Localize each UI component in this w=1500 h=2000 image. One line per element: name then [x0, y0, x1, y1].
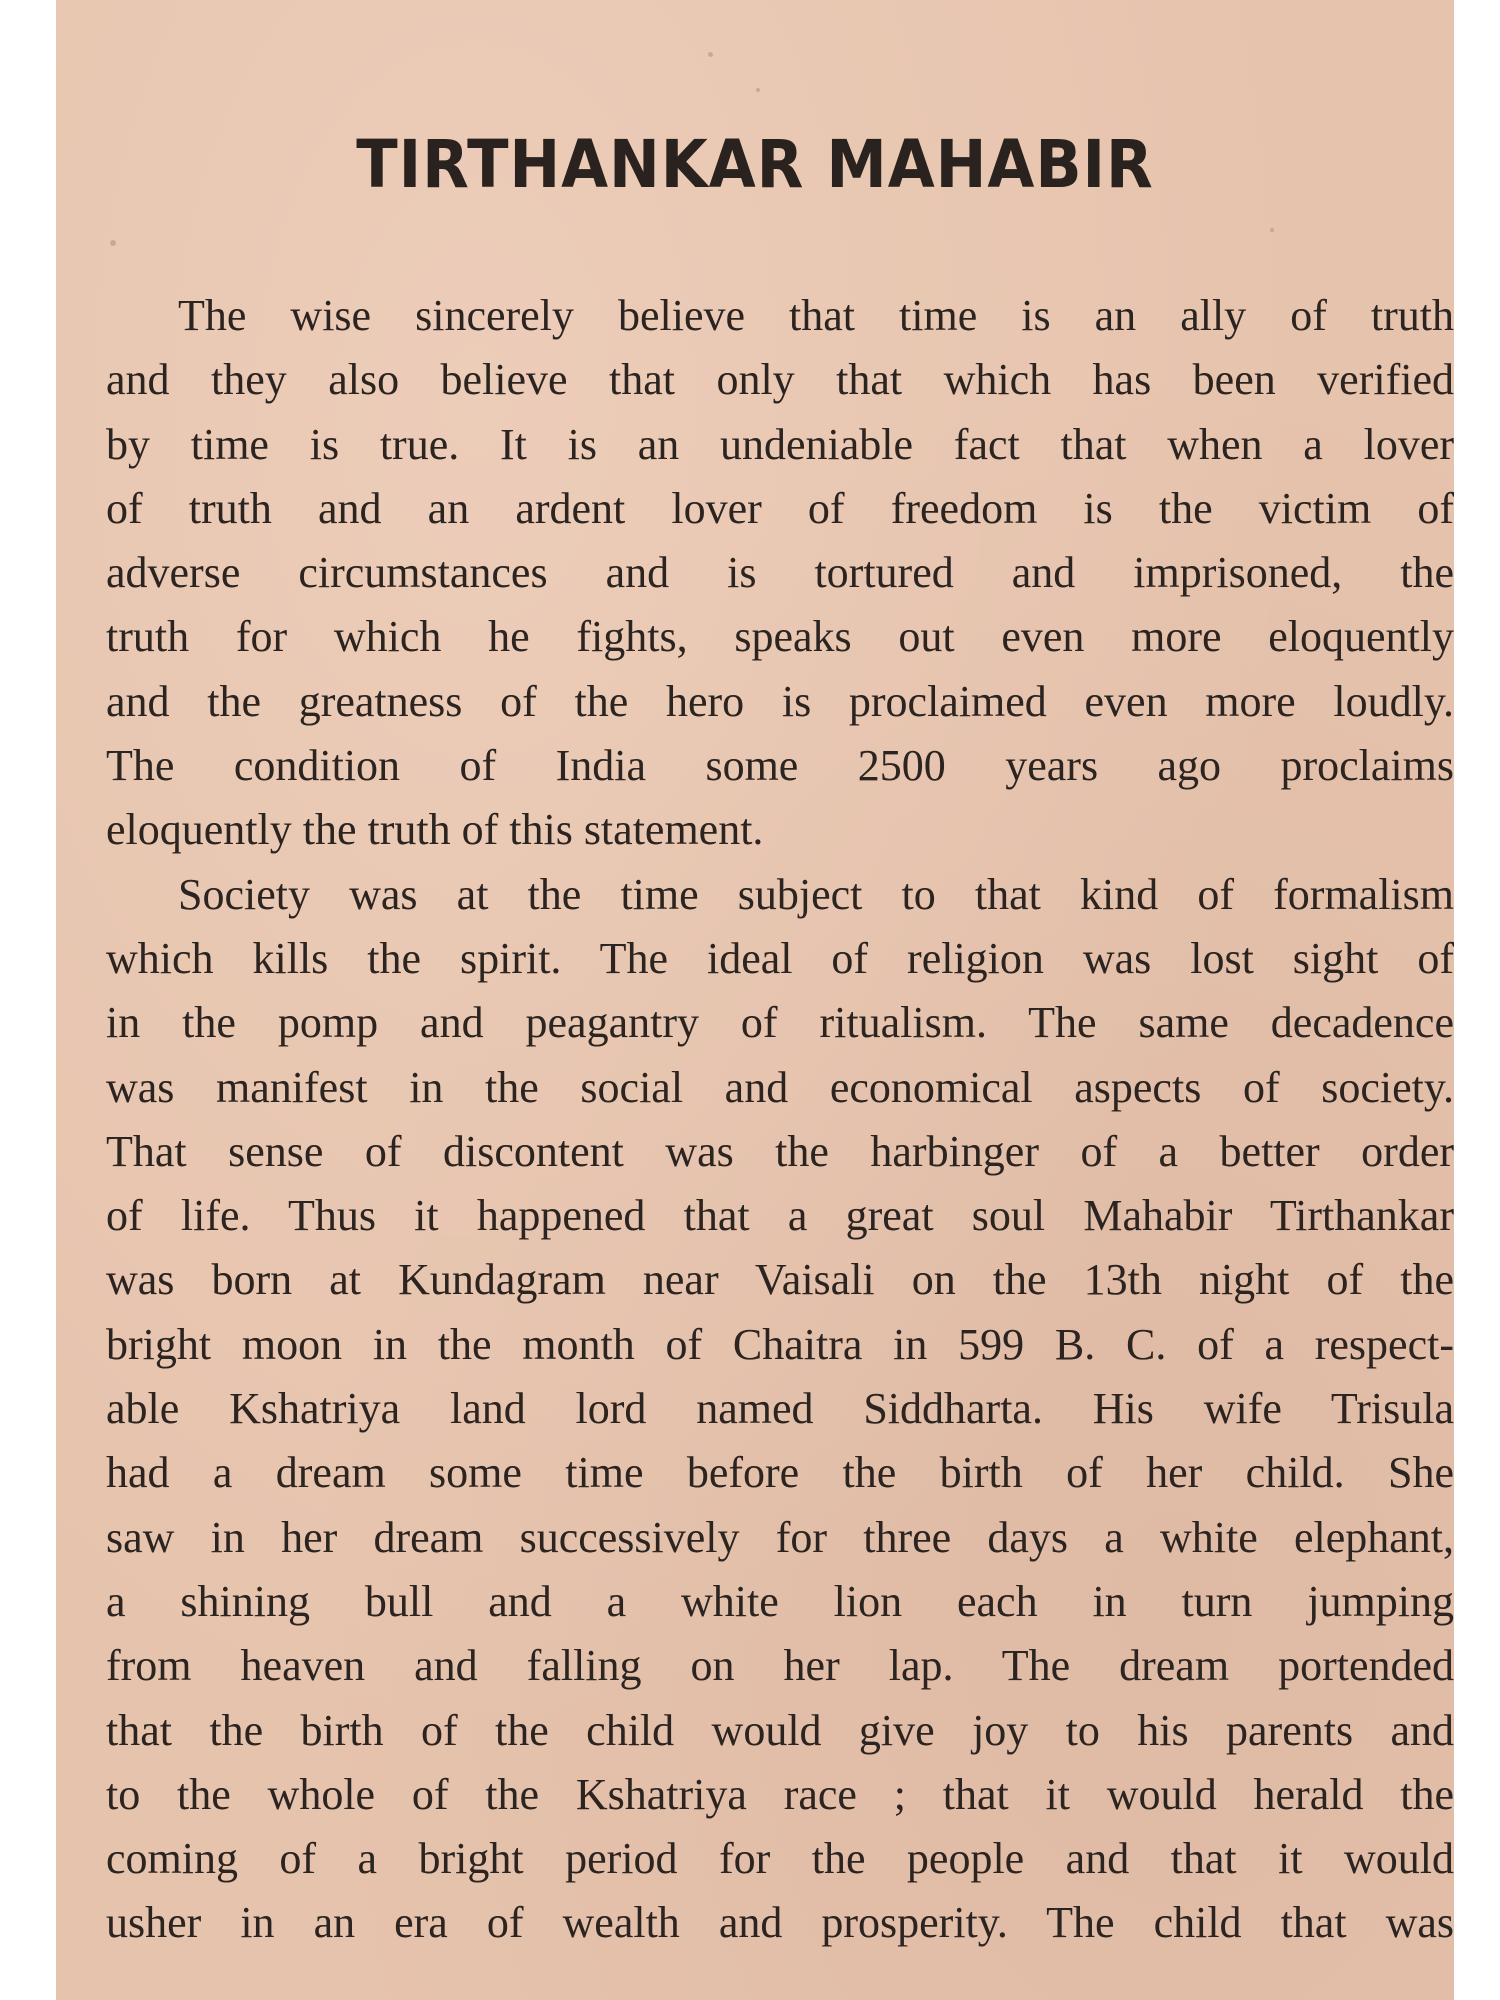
text-line: of life. Thus it happened that a great soul Mahabir Tirthankar	[106, 1191, 1454, 1241]
text-line: a shining bull and a white lion each in turn jumping	[106, 1576, 1454, 1626]
text-line: adverse circumstances and is tortured and imprisoned, the	[106, 548, 1454, 598]
paper-speck	[756, 88, 760, 92]
text-line: saw in her dream successively for three days a white elephant,	[106, 1512, 1454, 1562]
paragraph-2	[106, 863, 1454, 1956]
body-text	[106, 284, 1454, 1956]
text-line: by time is true. It is an undeniable fact that when a lover	[106, 419, 1454, 469]
text-line: truth for which he fights, speaks out even more eloquently	[106, 612, 1454, 662]
book-page	[56, 0, 1454, 2000]
text-line: of truth and an ardent lover of freedom is the victim of	[106, 483, 1454, 533]
page-title: TIRTHANKAR MAHABIR	[356, 126, 1154, 203]
text-line: and they also believe that only that which has been verified	[106, 355, 1454, 405]
text-line: coming of a bright period for the people and that it would	[106, 1834, 1454, 1884]
text-line: The wise sincerely believe that time is an ally of truth	[178, 291, 1454, 340]
text-line: was manifest in the social and economical aspects of society.	[106, 1062, 1454, 1112]
text-line: bright moon in the month of Chaitra in 599 B. C. of a respect-	[106, 1319, 1454, 1369]
paper-speck	[110, 240, 116, 246]
text-line: to the whole of the Kshatriya race ; that it would herald the	[106, 1769, 1454, 1819]
text-line: The condition of India some 2500 years ago proclaims	[106, 741, 1454, 791]
text-line: in the pomp and peagantry of ritualism. The same decadence	[106, 998, 1454, 1048]
paper-speck	[1270, 228, 1274, 232]
text-line: that the birth of the child would give joy to his parents and	[106, 1705, 1454, 1755]
text-line: was born at Kundagram near Vaisali on the 13th night of the	[106, 1255, 1454, 1305]
paper-speck	[708, 52, 713, 57]
text-line: eloquently the truth of this statement.	[106, 805, 764, 855]
paragraph-1	[106, 284, 1454, 863]
text-line: Society was at the time subject to that kind of formalism	[178, 869, 1454, 919]
text-line: and the greatness of the hero is proclaimed even more loudly.	[106, 676, 1454, 726]
text-line: able Kshatriya land lord named Siddharta. His wife Trisula	[106, 1384, 1454, 1434]
text-line: had a dream some time before the birth of her child. She	[106, 1448, 1454, 1498]
text-line: from heaven and falling on her lap. The dream portended	[106, 1641, 1454, 1691]
text-line: That sense of discontent was the harbinger of a better order	[106, 1126, 1454, 1176]
text-line: which kills the spirit. The ideal of religion was lost sight of	[106, 933, 1454, 983]
text-line: usher in an era of wealth and prosperity. The child that was	[106, 1898, 1454, 1948]
